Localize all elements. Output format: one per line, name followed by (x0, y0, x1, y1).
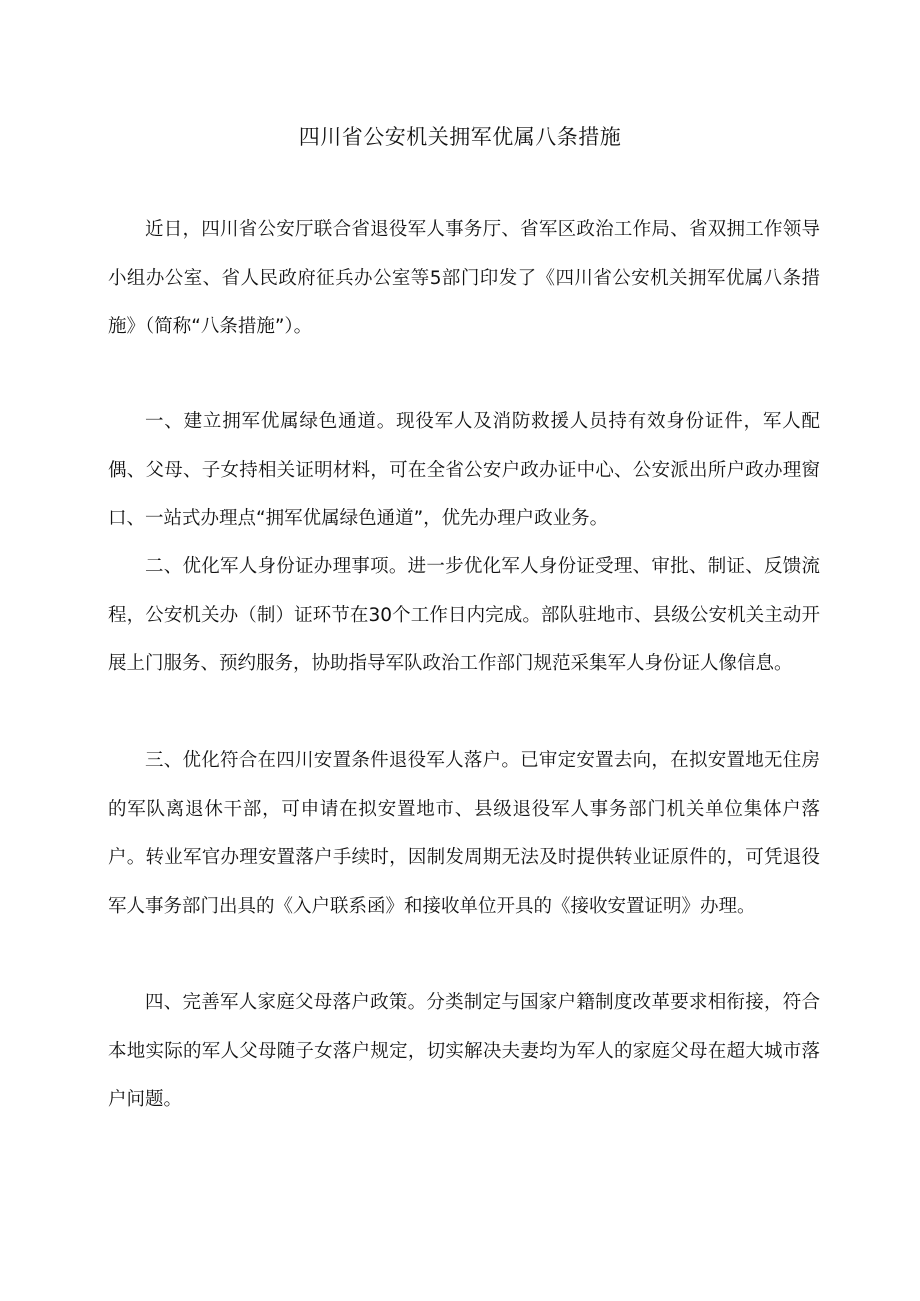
intro-paragraph: 近日，四川省公安厅联合省退役军人事务厅、省军区政治工作局、省双拥工作领导小组办公室、省人民政府征兵办公室等5部门印发了《四川省公安机关拥军优属八条措施》（简称“八条措施”）。 (108, 219, 820, 337)
measure-paragraph-4: 四、完善军人家庭父母落户政策。分类制定与国家户籍制度改革要求相衔接，符合本地实际的军人父母随子女落户规定，切实解决夫妻均为军人的家庭父母在超大城市落户问题。 (108, 992, 820, 1110)
measure-paragraph-3: 三、优化符合在四川安置条件退役军人落户。已审定安置去向，在拟安置地无住房的军队离退休干部，可申请在拟安置地市、县级退役军人事务部门机关单位集体户落户。转业军官办理安置落户手续时，因制发周期无法及时提供转业证原件的，可凭退役军人事务部门出具的《入户联系函》和接收单位开具的《接收安置证明》办理。 (108, 750, 820, 917)
measure-paragraph-1: 一、建立拥军优属绿色通道。现役军人及消防救援人员持有效身份证件，军人配偶、父母、子女持相关证明材料，可在全省公安户政办证中心、公安派出所户政办理窗口、一站式办理点“拥军优属绿色通道”，优先办理户政业务。 (108, 411, 820, 529)
measure-paragraph-2: 二、优化军人身份证办理事项。进一步优化军人身份证受理、审批、制证、反馈流程，公安机关办（制）证环节在30个工作日内完成。部队驻地市、县级公安机关主动开展上门服务、预约服务，协助指导军队政治工作部门规范采集军人身份证人像信息。 (108, 556, 820, 674)
document-title: 四川省公安机关拥军优属八条措施 (298, 125, 622, 149)
